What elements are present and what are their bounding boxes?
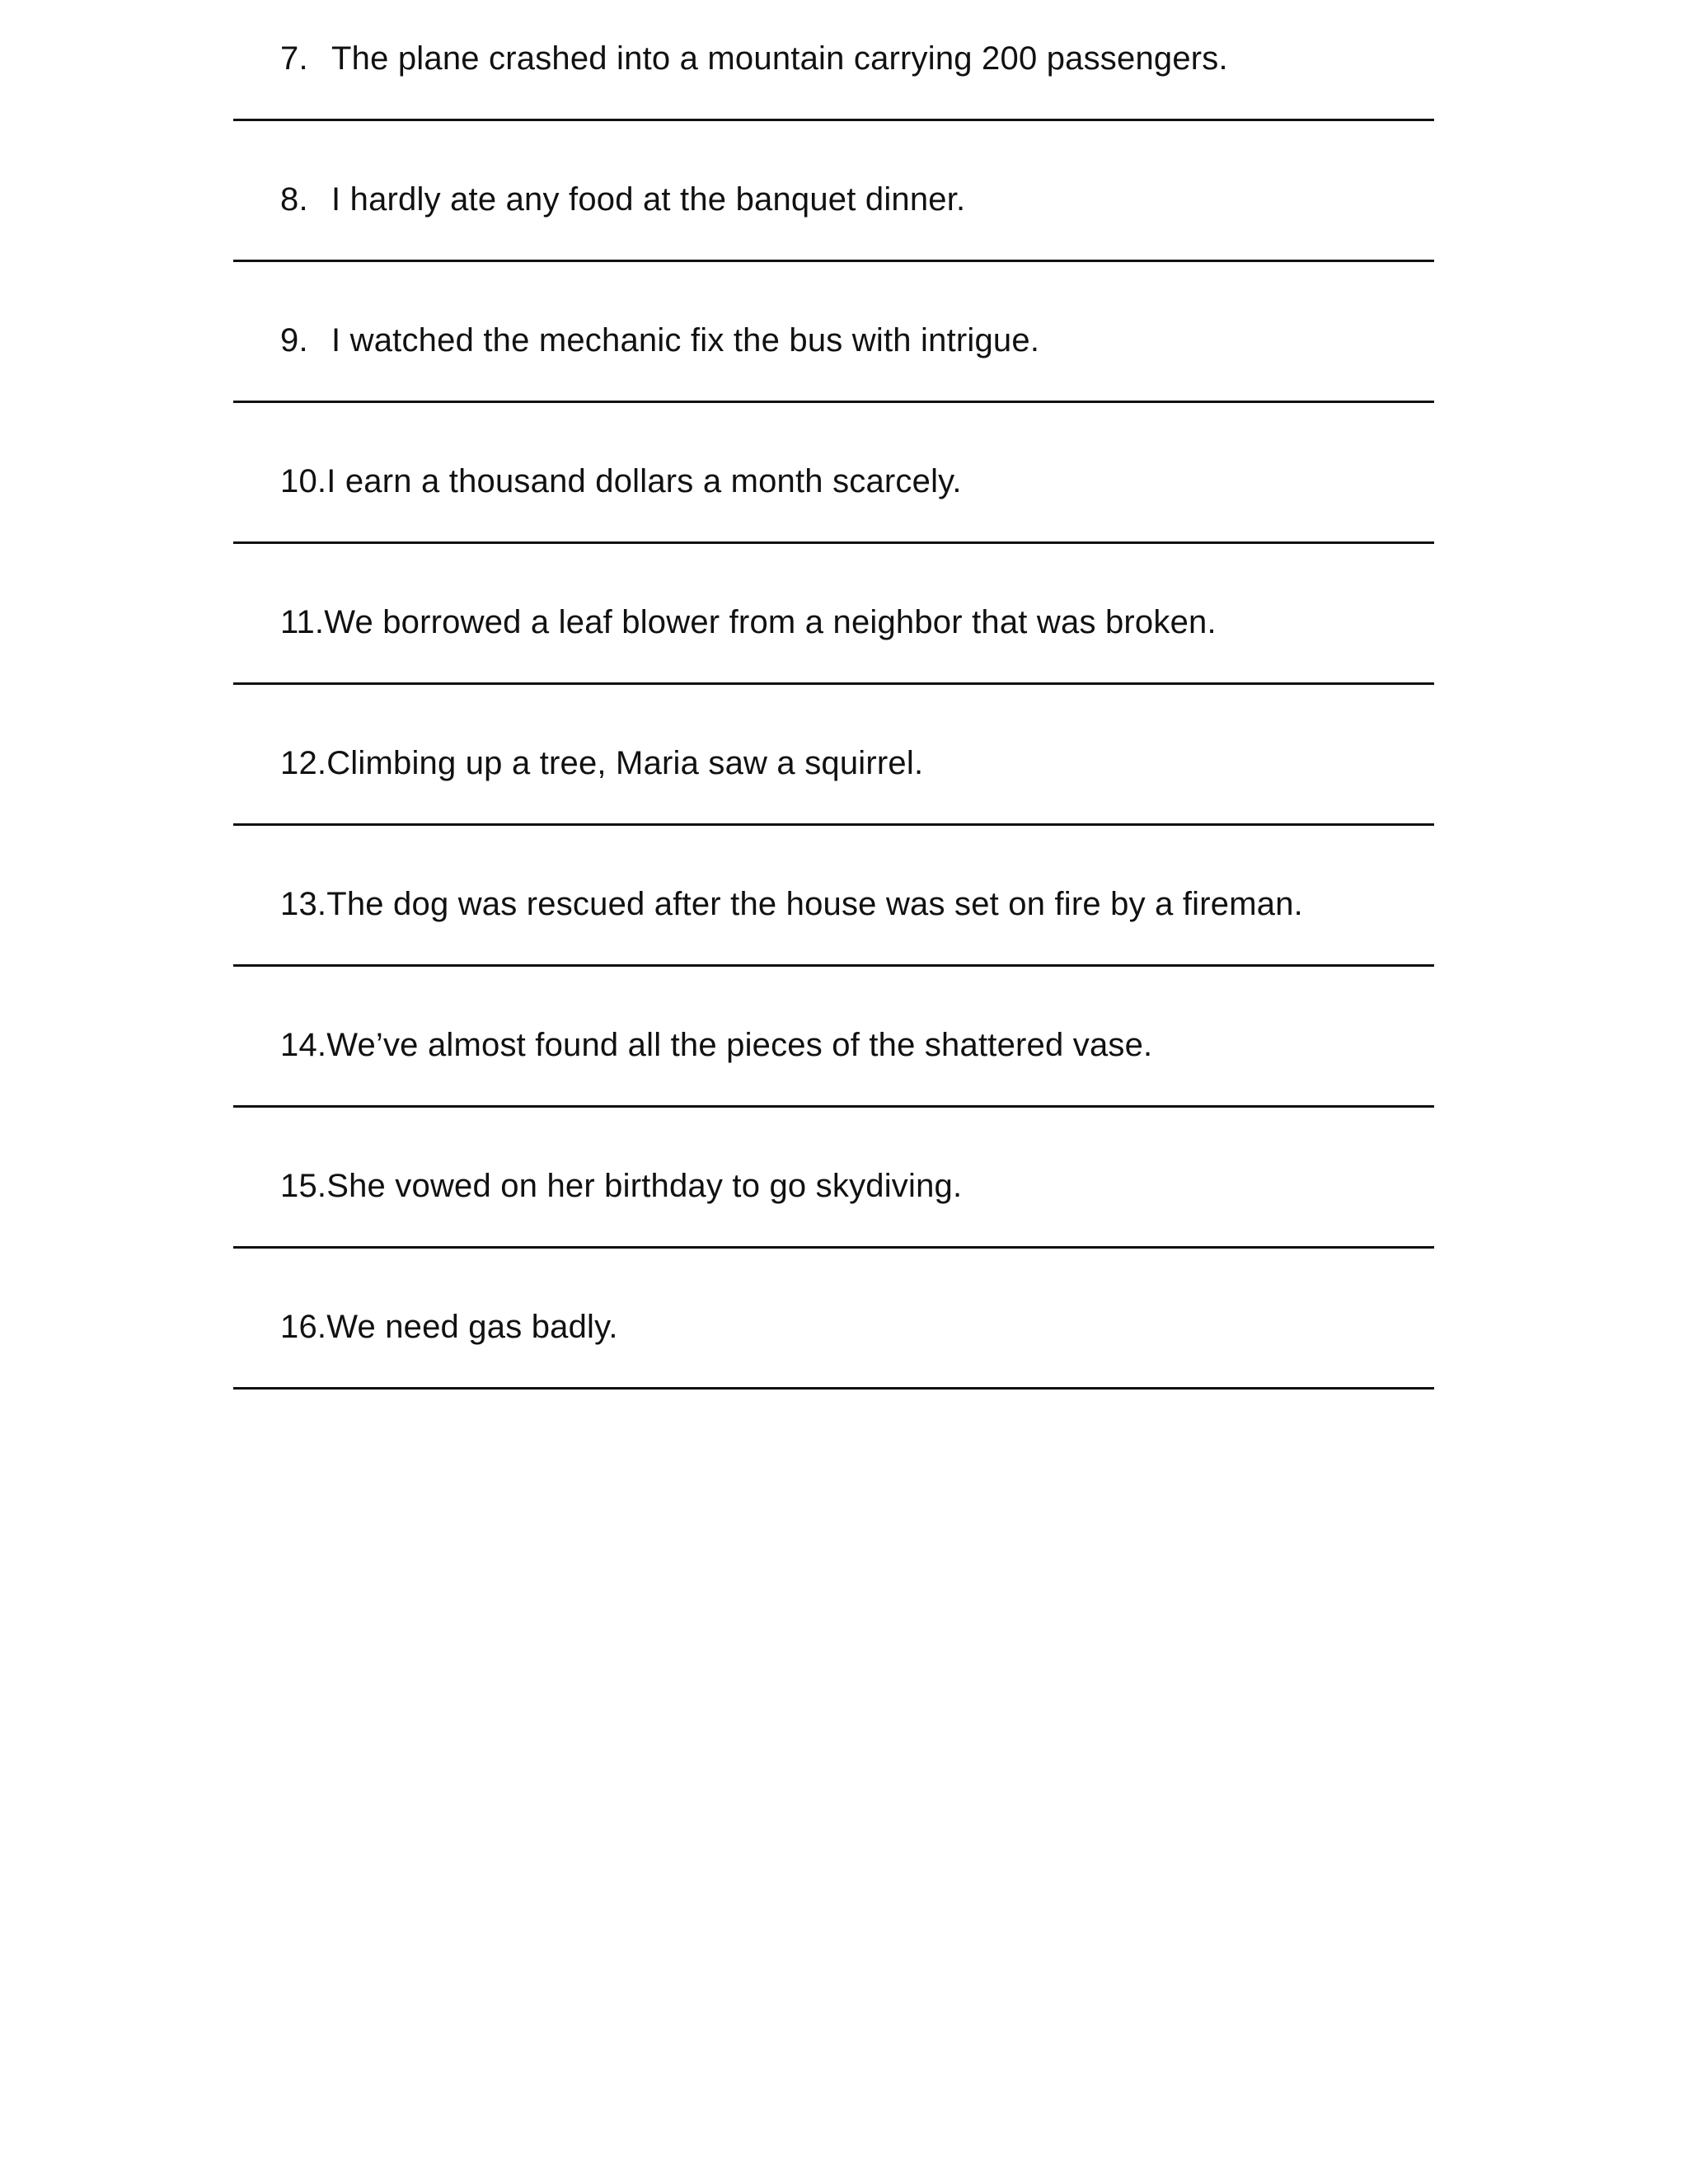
exercise-item-14 (0, 1000, 1688, 1140)
item-number: 11. (280, 604, 325, 640)
item-sentence: We need gas badly. (326, 1309, 618, 1345)
item-number: 9. (280, 322, 308, 359)
item-number: 16. (280, 1309, 327, 1345)
answer-line[interactable] (233, 1105, 1434, 1108)
item-sentence: I earn a thousand dollars a month scarcely. (326, 463, 962, 499)
exercise-text (280, 316, 1039, 365)
exercise-item-8 (0, 154, 1688, 294)
exercise-text (280, 879, 1303, 929)
answer-line[interactable] (233, 823, 1434, 826)
exercise-text (280, 175, 965, 224)
item-number: 12. (280, 745, 327, 781)
exercise-item-15 (0, 1141, 1688, 1281)
exercise-item-11 (0, 577, 1688, 717)
item-number: 7. (280, 40, 308, 77)
exercise-text (280, 1020, 1152, 1070)
exercise-text (280, 598, 1217, 647)
item-sentence: Climbing up a tree, Maria saw a squirrel. (326, 745, 924, 781)
exercise-item-16 (0, 1282, 1688, 1422)
exercise-text (280, 457, 962, 506)
answer-line[interactable] (233, 1387, 1434, 1390)
exercise-text (280, 34, 1228, 83)
item-sentence: I watched the mechanic fix the bus with intrigue. (331, 322, 1040, 359)
answer-line[interactable] (233, 682, 1434, 685)
answer-line[interactable] (233, 1246, 1434, 1249)
exercise-item-13 (0, 859, 1688, 999)
item-sentence: She vowed on her birthday to go skydiving. (326, 1168, 963, 1204)
item-number: 15. (280, 1168, 327, 1204)
exercise-item-10 (0, 436, 1688, 576)
item-sentence: We borrowed a leaf blower from a neighbor that was broken. (324, 604, 1217, 640)
item-sentence: The plane crashed into a mountain carrying 200 passengers. (331, 40, 1228, 77)
exercise-text (280, 1161, 962, 1211)
exercise-text (280, 738, 923, 788)
answer-line[interactable] (233, 260, 1434, 262)
item-number: 10. (280, 463, 327, 499)
item-number: 13. (280, 886, 327, 922)
item-sentence: I hardly ate any food at the banquet dinner. (331, 181, 966, 218)
item-sentence: The dog was rescued after the house was set on fire by a fireman. (326, 886, 1303, 922)
answer-line[interactable] (233, 541, 1434, 544)
answer-line[interactable] (233, 964, 1434, 967)
answer-line[interactable] (233, 119, 1434, 121)
exercise-item-12 (0, 718, 1688, 858)
item-number: 8. (280, 181, 308, 218)
exercise-item-9 (0, 295, 1688, 435)
answer-line[interactable] (233, 401, 1434, 403)
item-sentence: We’ve almost found all the pieces of the shattered vase. (326, 1027, 1153, 1063)
exercise-text (280, 1302, 618, 1352)
exercise-item-7 (0, 13, 1688, 153)
item-number: 14. (280, 1027, 327, 1063)
